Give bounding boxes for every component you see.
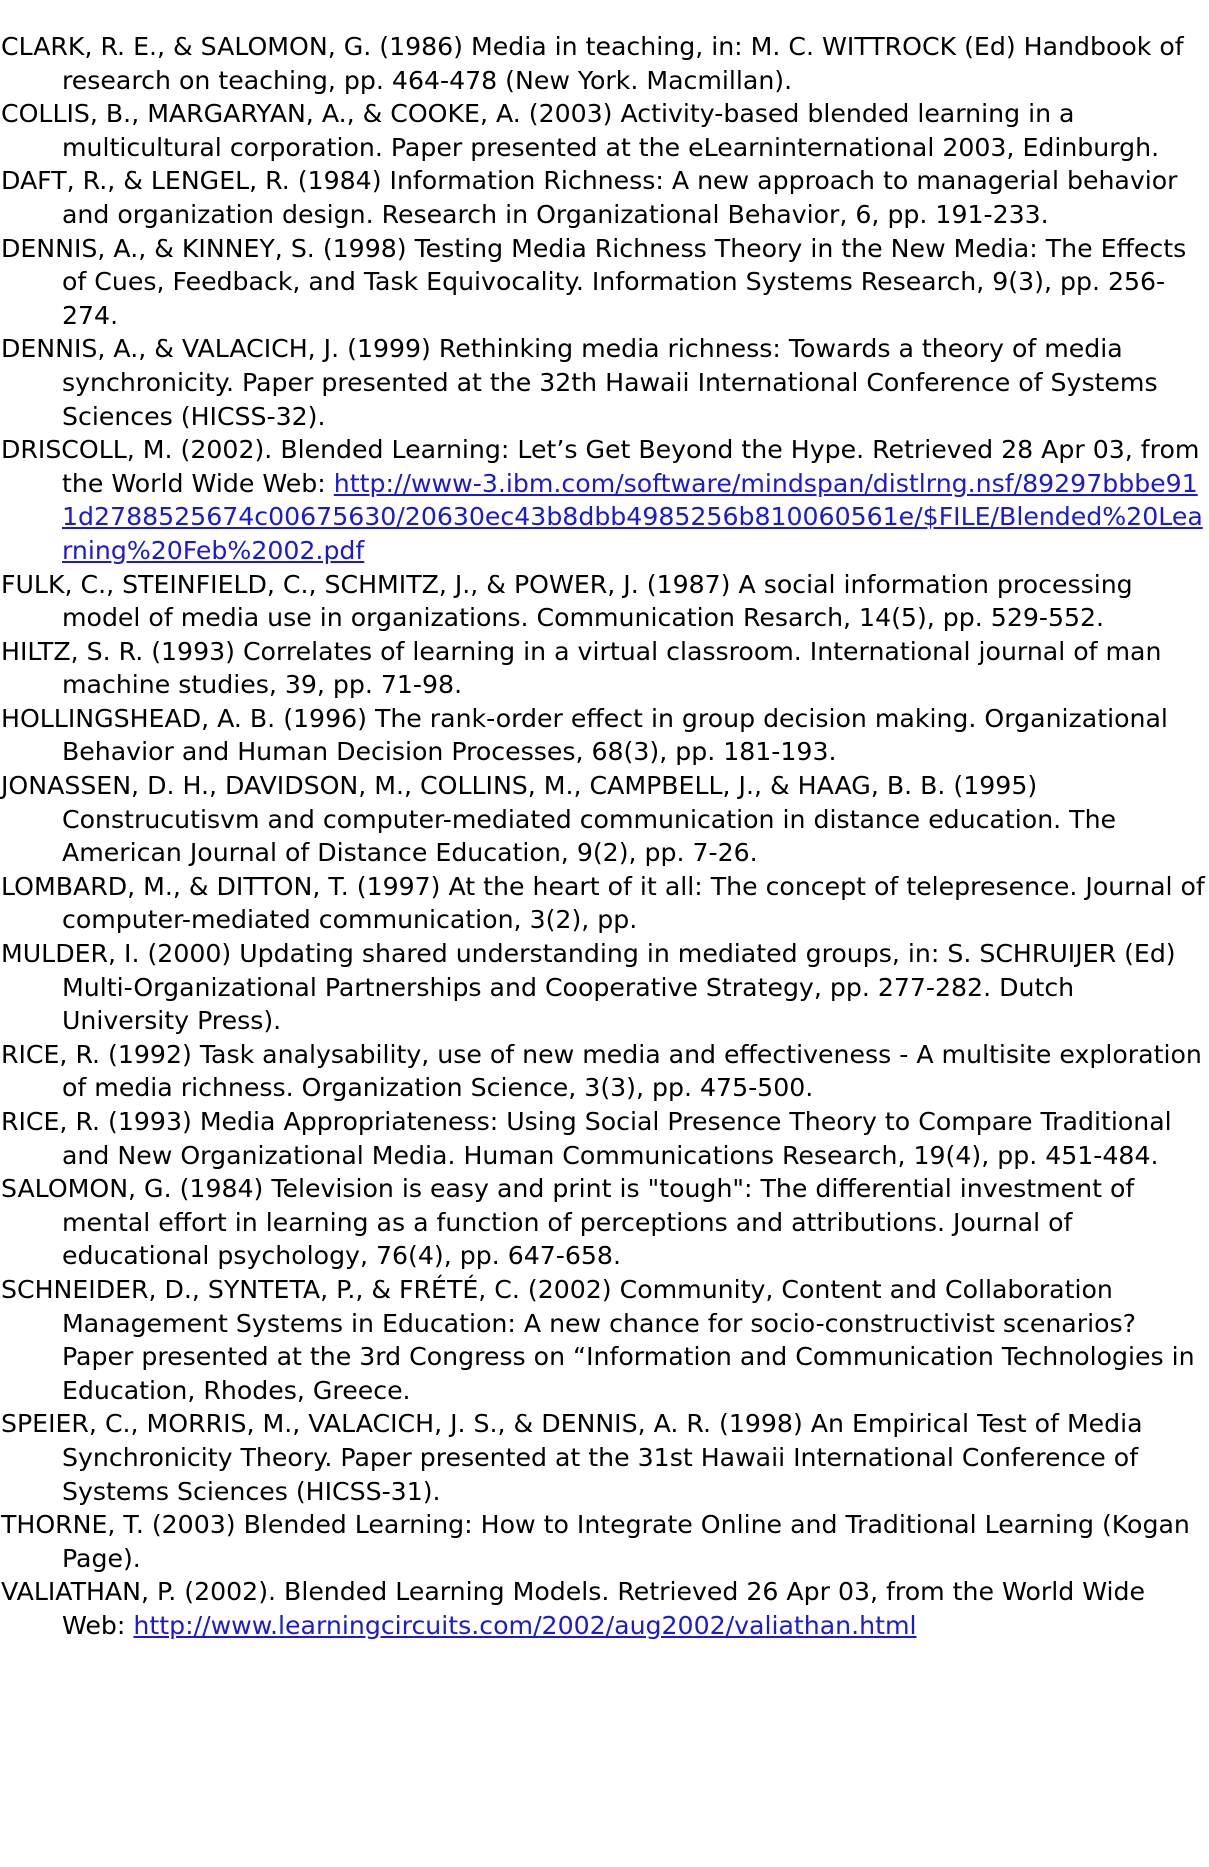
- reference-text: DENNIS, A., & VALACICH, J. (1999) Rethinking media richness: Towards a theory of media synchronicity. Paper presented at the 32th Hawaii International Conference of Systems Sciences (HICSS-32).: [1, 334, 1158, 431]
- reference-text: SPEIER, C., MORRIS, M., VALACICH, J. S., & DENNIS, A. R. (1998) An Empirical Test of Media Synchronicity Theory. Paper presented at the 31st Hawaii International Conference of Systems Sciences (HICSS-31).: [1, 1409, 1143, 1506]
- reference-entry: [0, 1407, 1209, 1508]
- reference-entry: [0, 1105, 1209, 1172]
- reference-entry: [0, 433, 1209, 567]
- reference-text: RICE, R. (1993) Media Appropriateness: Using Social Presence Theory to Compare Traditional and New Organizational Media. Human Communications Research, 19(4), pp. 451-484.: [1, 1107, 1172, 1170]
- reference-entry: [0, 568, 1209, 635]
- reference-text: VALIATHAN, P. (2002). Blended Learning Models. Retrieved 26 Apr 03, from the World Wide Web:: [1, 1577, 1146, 1640]
- reference-link[interactable]: http://www-3.ibm.com/software/mindspan/distlrng.nsf/89297bbbe911d2788525674c00675630/20630ec43b8dbb4985256b810060561e/$FILE/Blended%20Learning%20Feb%2002.pdf: [62, 468, 1203, 565]
- reference-text: DAFT, R., & LENGEL, R. (1984) Information Richness: A new approach to managerial behavior and organization design. Research in Organizational Behavior, 6, pp. 191-233.: [1, 166, 1178, 229]
- reference-entry: [0, 1038, 1209, 1105]
- reference-text: LOMBARD, M., & DITTON, T. (1997) At the heart of it all: The concept of telepresence. Journal of computer-mediated communication, 3(2), pp.: [1, 871, 1205, 935]
- reference-list: [0, 30, 1209, 1643]
- reference-entry: [0, 97, 1209, 164]
- reference-text: HOLLINGSHEAD, A. B. (1996) The rank-order effect in group decision making. Organizational Behavior and Human Decision Processes, 68(3), pp. 181-193.: [1, 703, 1168, 767]
- reference-entry: [0, 30, 1209, 97]
- reference-entry: [0, 635, 1209, 702]
- reference-text: HILTZ, S. R. (1993) Correlates of learning in a virtual classroom. International journal of man machine studies, 39, pp. 71-98.: [1, 636, 1162, 700]
- reference-entry: [0, 1273, 1209, 1407]
- reference-entry: [0, 1508, 1209, 1575]
- reference-text: CLARK, R. E., & SALOMON, G. (1986) Media in teaching, in: M. C. WITTROCK (Ed) Handbook of research on teaching, pp. 464-478 (New York. Macmillan).: [1, 32, 1184, 95]
- reference-text: COLLIS, B., MARGARYAN, A., & COOKE, A. (2003) Activity-based blended learning in a multicultural corporation. Paper presented at the eLearninternational 2003, Edinburgh.: [1, 99, 1160, 162]
- reference-entry: [0, 232, 1209, 333]
- reference-text: DRISCOLL, M. (2002). Blended Learning: Let’s Get Beyond the Hype. Retrieved 28 Apr 03, from the World Wide Web:: [1, 435, 1200, 498]
- reference-text: SALOMON, G. (1984) Television is easy and print is "tough": The differential investment of mental effort in learning as a function of perceptions and attributions. Journal of educational psychology, 76(4), pp. 647-658.: [1, 1174, 1135, 1271]
- reference-text: RICE, R. (1992) Task analysability, use of new media and effectiveness - A multisite exploration of media richness. Organization Science, 3(3), pp. 475-500.: [1, 1039, 1202, 1103]
- reference-entry: [0, 702, 1209, 769]
- reference-link[interactable]: http://www.learningcircuits.com/2002/aug2002/valiathan.html: [133, 1610, 917, 1640]
- reference-entry: [0, 1172, 1209, 1273]
- reference-text: FULK, C., STEINFIELD, C., SCHMITZ, J., & POWER, J. (1987) A social information processing model of media use in organizations. Communication Resarch, 14(5), pp. 529-552.: [1, 569, 1133, 633]
- reference-entry: [0, 1575, 1209, 1642]
- reference-entry: [0, 332, 1209, 433]
- reference-entry: [0, 870, 1209, 937]
- reference-text: SCHNEIDER, D., SYNTETA, P., & FRÉTÉ, C. (2002) Community, Content and Collaboration Management Systems in Education: A new chance for socio-constructivist scenarios? Paper presented at the 3rd Congress on “Information and Communication Technologies in Education, Rhodes, Greece.: [1, 1274, 1195, 1405]
- reference-text: DENNIS, A., & KINNEY, S. (1998) Testing Media Richness Theory in the New Media: The Effects of Cues, Feedback, and Task Equivocality. Information Systems Research, 9(3), pp. 256-274.: [1, 233, 1187, 330]
- reference-entry: [0, 164, 1209, 231]
- reference-text: THORNE, T. (2003) Blended Learning: How to Integrate Online and Traditional Learning (Kogan Page).: [1, 1510, 1190, 1573]
- reference-entry: [0, 769, 1209, 870]
- reference-text: JONASSEN, D. H., DAVIDSON, M., COLLINS, M., CAMPBELL, J., & HAAG, B. B. (1995) Construcutisvm and computer-mediated communication in distance education. The American Journal of Distance Education, 9(2), pp. 7-26.: [1, 771, 1117, 868]
- reference-entry: [0, 937, 1209, 1038]
- reference-text: MULDER, I. (2000) Updating shared understanding in mediated groups, in: S. SCHRUIJER (Ed) Multi-Organizational Partnerships and Cooperative Strategy, pp. 277-282. Dutch University Press).: [1, 939, 1176, 1036]
